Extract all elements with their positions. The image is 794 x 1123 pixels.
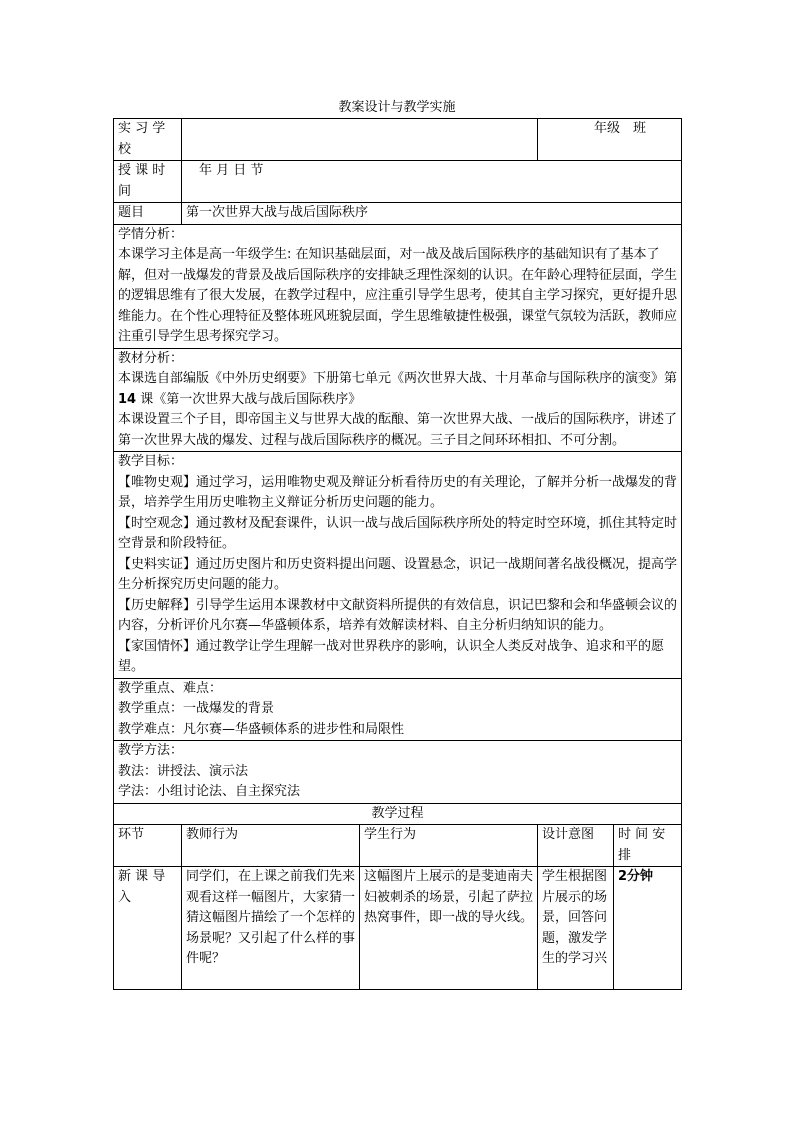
- textbook-source-a: 本课选自部编版《中外历史纲要》下册第七单元《两次世界大战、十月革命与国际秩序的演变》第: [118, 371, 678, 386]
- objective-tag: 【历史解释】: [118, 597, 197, 613]
- objective-item: [118, 637, 677, 678]
- col-header-teacher: 教师行为: [182, 825, 360, 867]
- objective-item: [118, 514, 677, 555]
- class-value: 年级 班: [538, 119, 682, 161]
- objective-text: 引导学生运用本课教材中文献资料所提供的有效信息，识记巴黎和会和华盛顿会议的内容，分析评价凡尔赛—华盛顿体系，培养有效解读材料、自主分析归纳知识的能力。: [118, 597, 678, 633]
- objectives-heading: 教学目标：: [118, 454, 184, 469]
- time-value: 年 月 日 节: [182, 161, 682, 203]
- time-cell: 2分钟: [614, 867, 682, 990]
- methods-section: [114, 741, 682, 804]
- objective-text: 通过学习，运用唯物史观及辩证分析看待历史的有关理论，了解并分析一战爆发的背景，培养学生用历史唯物主义辩证分析历史问题的能力。: [118, 474, 678, 510]
- objective-text: 通过教学让学生理解一战对世界秩序的影响，认识全人类反对战争、追求和平的愿望。: [118, 638, 665, 674]
- time-label: 授 课 时 间: [114, 161, 182, 203]
- objective-tag: 【唯物史观】: [118, 474, 197, 490]
- methods-heading: 教学方法：: [118, 743, 184, 758]
- process-header-row: [114, 825, 682, 867]
- objectives-section: [114, 452, 682, 679]
- col-header-stage: 环节: [114, 825, 182, 867]
- objective-item: [118, 555, 677, 596]
- learning-method: 学法：小组讨论法、自主探究法: [118, 784, 301, 799]
- process-heading-row: [114, 803, 682, 825]
- textbook-analysis-para1: [118, 369, 677, 410]
- objective-text: 通过教材及配套课件，认识一战与战后国际秩序所处的特定时空环境，抓住其特定时空背景和阶段特征。: [118, 515, 678, 551]
- stage-cell: 新 课 导 入: [114, 867, 182, 990]
- teacher-action-cell: 同学们，在上课之前我们先来观看这样一幅图片，大家猜一猜这幅图片描绘了一个怎样的场景呢？又引起了什么样的事件呢？: [182, 867, 360, 990]
- lesson-plan-table: [113, 118, 682, 990]
- info-row-topic: [114, 203, 682, 225]
- textbook-source-b: 课《第一次世界大战与战后国际秩序》: [136, 391, 362, 407]
- teaching-method: 教法：讲授法、演示法: [118, 763, 249, 779]
- info-row-time: [114, 161, 682, 203]
- learner-analysis-text: 本课学习主体是高一年级学生: 在知识基础层面，对一战及战后国际秩序的基础知识有了基本了解，但对一战爆发的背景及战后国际秩序的安排缺乏理性深刻的认识。在年龄心理特征层面，学生的逻辑思维有了很大发展，在教学过程中，应注重引导学生思考，使其自主学习探究，更好提升思维能力。在个性心理特征及整体班风班貌层面，学生思维敏捷性极强，课堂气氛较为活跃，教师应注重引导学生思考探究学习。: [118, 247, 678, 344]
- col-header-intent: 设计意图: [538, 825, 614, 867]
- key-points-section: [114, 678, 682, 741]
- design-intent-cell: 学生根据图片展示的场景，回答问题，激发学生的学习兴: [538, 867, 614, 990]
- col-header-time: 时 间 安 排: [614, 825, 682, 867]
- key-points-heading: 教学重点、难点：: [118, 680, 223, 696]
- textbook-analysis-para2: 本课设置三个子目，即帝国主义与世界大战的酝酿、第一次世界大战、一战后的国际秩序，讲述了第一次世界大战的爆发、过程与战后国际秩序的概况。三子目之间环环相扣、不可分割。: [118, 412, 678, 448]
- objective-tag: 【史料实证】: [118, 556, 197, 572]
- key-point: 教学重点：一战爆发的背景: [118, 701, 275, 716]
- objective-tag: 【家国情怀】: [118, 638, 197, 654]
- objective-tag: 【时空观念】: [118, 515, 197, 531]
- student-action-cell: 这幅图片上展示的是斐迪南夫妇被刺杀的场景，引起了萨拉热窝事件，即一战的导火线。: [360, 867, 538, 990]
- difficult-point: 教学难点：凡尔赛—华盛顿体系的进步性和局限性: [118, 721, 405, 737]
- learner-analysis-heading: 学情分析：: [118, 226, 184, 242]
- col-header-student: 学生行为: [360, 825, 538, 867]
- topic-label: 题目: [114, 203, 182, 225]
- info-row-school: [114, 119, 682, 161]
- textbook-analysis-section: [114, 348, 682, 452]
- textbook-analysis-heading: 教材分析：: [118, 350, 184, 366]
- objective-item: [118, 473, 677, 514]
- objective-item: [118, 596, 677, 637]
- lesson-number: 14: [118, 391, 137, 407]
- document-title: 教案设计与教学实施: [338, 100, 456, 115]
- school-value: [182, 119, 538, 161]
- process-row: [114, 867, 682, 990]
- learner-analysis-section: [114, 224, 682, 348]
- objective-text: 通过历史图片和历史资料提出问题、设置悬念，识记一战期间著名战役概况，提高学生分析探究历史问题的能力。: [118, 556, 678, 592]
- process-heading: 教学过程: [114, 803, 682, 825]
- school-label: 实 习 学 校: [114, 119, 182, 161]
- topic-value: 第一次世界大战与战后国际秩序: [182, 203, 682, 225]
